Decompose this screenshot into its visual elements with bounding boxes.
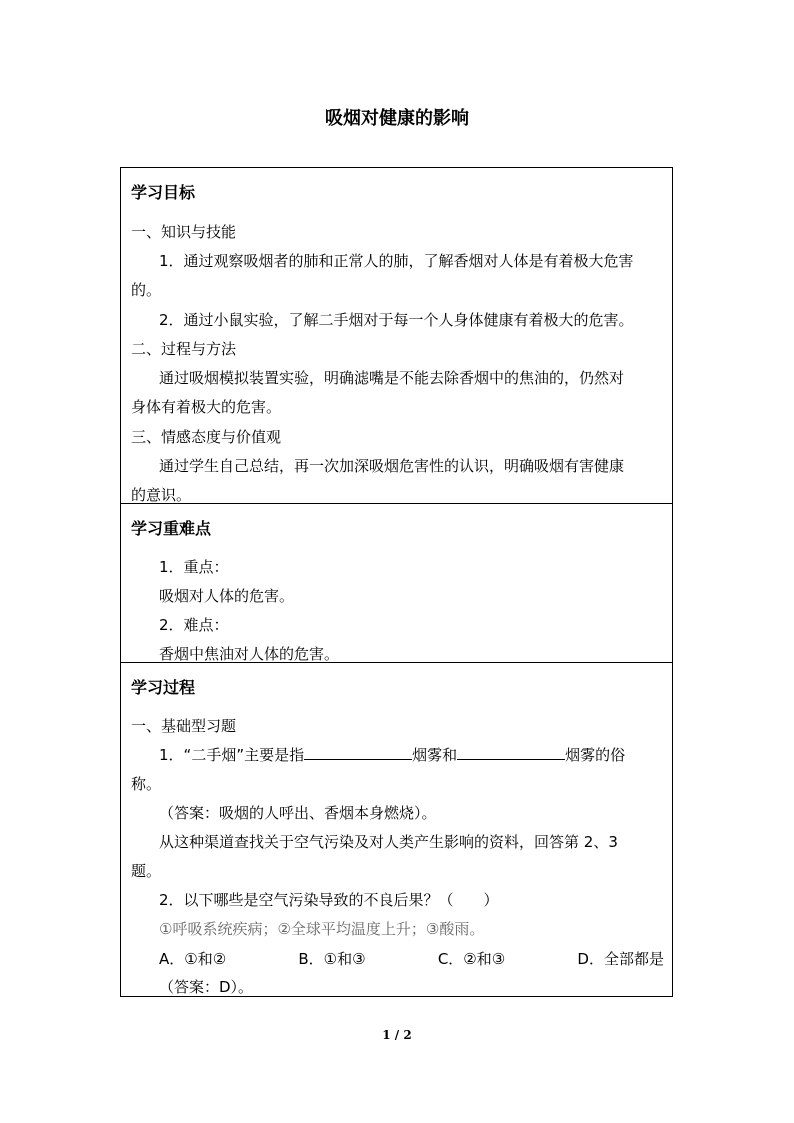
goals-line: 通过学生自己总结，再一次加深吸烟危害性的认识，明确吸烟有害健康 xyxy=(159,457,625,475)
answer-text: （答案：D）。 xyxy=(159,978,254,996)
q1-text: 烟雾和 xyxy=(412,746,458,764)
question-2: 2．以下哪些是空气污染导致的不良后果？（ ） xyxy=(159,891,499,909)
goals-line: 通过吸烟模拟装置实验，明确滤嘴是不能去除香烟中的焦油的，仍然对 xyxy=(159,369,625,387)
page-number: 1 / 2 xyxy=(382,1028,412,1042)
option-c[interactable]: C．②和③ xyxy=(437,950,506,968)
option-d[interactable]: D．全部都是 xyxy=(577,950,664,968)
question-1 xyxy=(131,744,664,765)
options-row xyxy=(131,948,664,969)
goals-heading: 学习目标 xyxy=(131,183,196,202)
goals-line: 2．通过小鼠实验，了解二手烟对于每一个人身体健康有着极大的危害。 xyxy=(159,311,634,329)
option-b[interactable]: B．①和③ xyxy=(298,950,366,968)
process-section-1: 一、基础型习题 xyxy=(131,717,237,735)
intro-text: 题。 xyxy=(131,862,162,880)
goals-line: 的。 xyxy=(131,281,162,299)
key-heading: 学习重难点 xyxy=(131,519,212,538)
key-item-value: 吸烟对人体的危害。 xyxy=(159,587,295,605)
option-a[interactable]: A．①和② xyxy=(159,950,227,968)
goals-section-3: 三、情感态度与价值观 xyxy=(131,428,282,446)
goals-line: 身体有着极大的危害。 xyxy=(131,398,282,416)
row-divider xyxy=(121,503,672,504)
process-heading: 学习过程 xyxy=(131,678,196,697)
key-item: 1．重点： xyxy=(159,558,229,576)
answer-text: （答案：吸烟的人呼出、香烟本身燃烧）。 xyxy=(159,804,437,822)
q1-text: 烟雾的俗 xyxy=(565,746,626,764)
goals-section-2: 二、过程与方法 xyxy=(131,340,237,358)
question-1-tail: 称。 xyxy=(131,775,162,793)
goals-line: 的意识。 xyxy=(131,486,192,504)
q1-text: 1．“二手烟”主要是指 xyxy=(159,746,305,764)
row-divider xyxy=(121,662,672,663)
question-2-items: ①呼吸系统疾病；②全球平均温度上升；③酸雨。 xyxy=(159,920,485,938)
goals-section-1: 一、知识与技能 xyxy=(131,223,237,241)
goals-line: 1．通过观察吸烟者的肺和正常人的肺，了解香烟对人体是有着极大危害 xyxy=(159,252,634,270)
key-item-value: 香烟中焦油对人体的危害。 xyxy=(159,645,340,663)
page-title: 吸烟对健康的影响 xyxy=(325,108,469,129)
intro-text: 从这种渠道查找关于空气污染及对人类产生影响的资料，回答第 2、3 xyxy=(159,833,618,851)
answer-blank[interactable] xyxy=(304,745,412,760)
lesson-table xyxy=(120,167,673,997)
key-item: 2．难点： xyxy=(159,616,229,634)
answer-blank[interactable] xyxy=(457,745,565,760)
